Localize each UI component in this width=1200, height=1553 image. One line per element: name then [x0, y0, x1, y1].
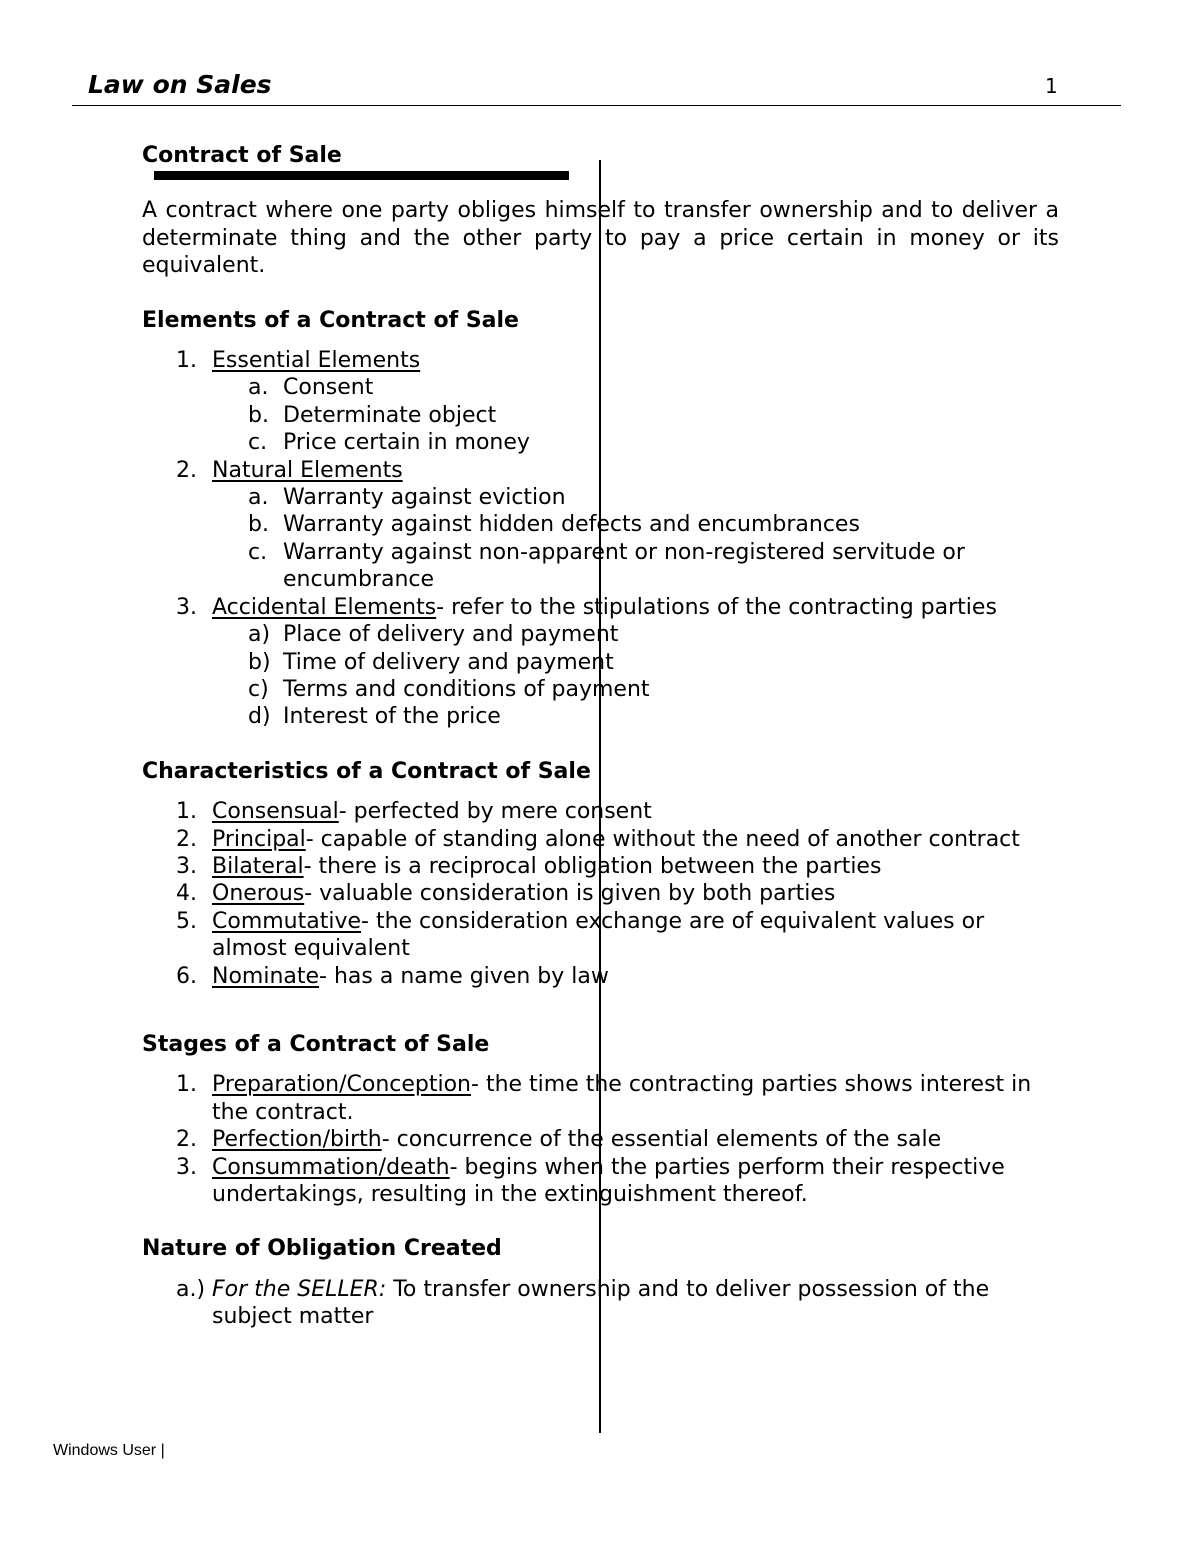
sub-item: a) Place of delivery and payment: [248, 622, 619, 648]
list-item: 6. Nominate- has a name given by law: [176, 963, 609, 989]
sub-item: a. Consent: [248, 375, 374, 401]
term: Onerous: [212, 881, 305, 907]
contract-of-sale-heading: Contract of Sale: [142, 143, 342, 168]
stages-heading: Stages of a Contract of Sale: [142, 1031, 490, 1057]
sub-item: c. Price certain in money: [248, 430, 530, 456]
term: Essential Elements: [212, 348, 421, 374]
sub-item: c. Warranty against non-apparent or non-registered servitude or encumbrance: [248, 539, 965, 593]
term: Consummation/death: [212, 1154, 450, 1180]
list-item: 2. Perfection/birth- concurrence of the essential elements of the sale: [176, 1127, 942, 1153]
elements-heading: Elements of a Contract of Sale: [142, 307, 519, 333]
stages-list: [142, 1071, 1059, 1208]
term: Accidental Elements: [212, 594, 437, 620]
document-body: [142, 142, 1059, 1331]
page-number: 1: [1045, 74, 1058, 98]
sub-item: d) Interest of the price: [248, 704, 501, 730]
list-item: 4. Onerous- valuable consideration is given by both parties: [176, 881, 836, 907]
list-item: 5. Commutative- the consideration exchange are of equivalent values or almost equivalent: [176, 908, 985, 962]
list-item: 3. Accidental Elements- refer to the stipulations of the contracting parties: [176, 594, 997, 620]
sub-item: c) Terms and conditions of payment: [248, 676, 650, 702]
sub-item: b) Time of delivery and payment: [248, 649, 614, 675]
term: Natural Elements: [212, 457, 403, 483]
term: Principal: [212, 826, 306, 852]
list-item: 3. Bilateral- there is a reciprocal obligation between the parties: [176, 853, 882, 879]
header-rule: [72, 105, 1121, 106]
characteristics-heading: Characteristics of a Contract of Sale: [142, 758, 591, 784]
list-item: 1. Consensual- perfected by mere consent: [176, 799, 652, 825]
nature-list: [142, 1276, 1059, 1331]
list-item: 1. Essential Elements: [176, 348, 421, 374]
term: Perfection/birth: [212, 1127, 382, 1153]
sub-item: b. Warranty against hidden defects and encumbrances: [248, 512, 860, 538]
list-item: 1. Preparation/Conception- the time the contracting parties shows interest in the contract.: [176, 1072, 1032, 1125]
term: Commutative: [212, 908, 362, 934]
term: Consensual: [212, 799, 339, 825]
sub-item: b. Determinate object: [248, 402, 497, 428]
list-item: 2. Natural Elements: [176, 457, 403, 483]
contract-of-sale-definition: A contract where one party obliges himself to transfer ownership and to deliver a determinate thing and the other party to pay a price certain in money or its equivalent.: [142, 198, 1059, 279]
term: Preparation/Conception: [212, 1072, 472, 1098]
characteristics-list: [142, 798, 1059, 990]
footer-author: Windows User |: [53, 1442, 165, 1459]
elements-list: [142, 347, 1059, 731]
list-item: 3. Consummation/death- begins when the parties perform their respective undertakings, resulting in the extinguishment thereof.: [176, 1154, 1005, 1207]
term: Bilateral: [212, 853, 304, 879]
list-item: 2. Principal- capable of standing alone without the need of another contract: [176, 826, 1020, 852]
header-title: Law on Sales: [88, 70, 272, 99]
nature-heading: Nature of Obligation Created: [142, 1236, 502, 1262]
list-item: a.) For the SELLER: To transfer ownership and to deliver possession of the subject matter: [176, 1276, 990, 1330]
sub-item: a. Warranty against eviction: [248, 485, 566, 511]
party-label: For the SELLER:: [212, 1276, 387, 1302]
term: Nominate: [212, 963, 320, 989]
